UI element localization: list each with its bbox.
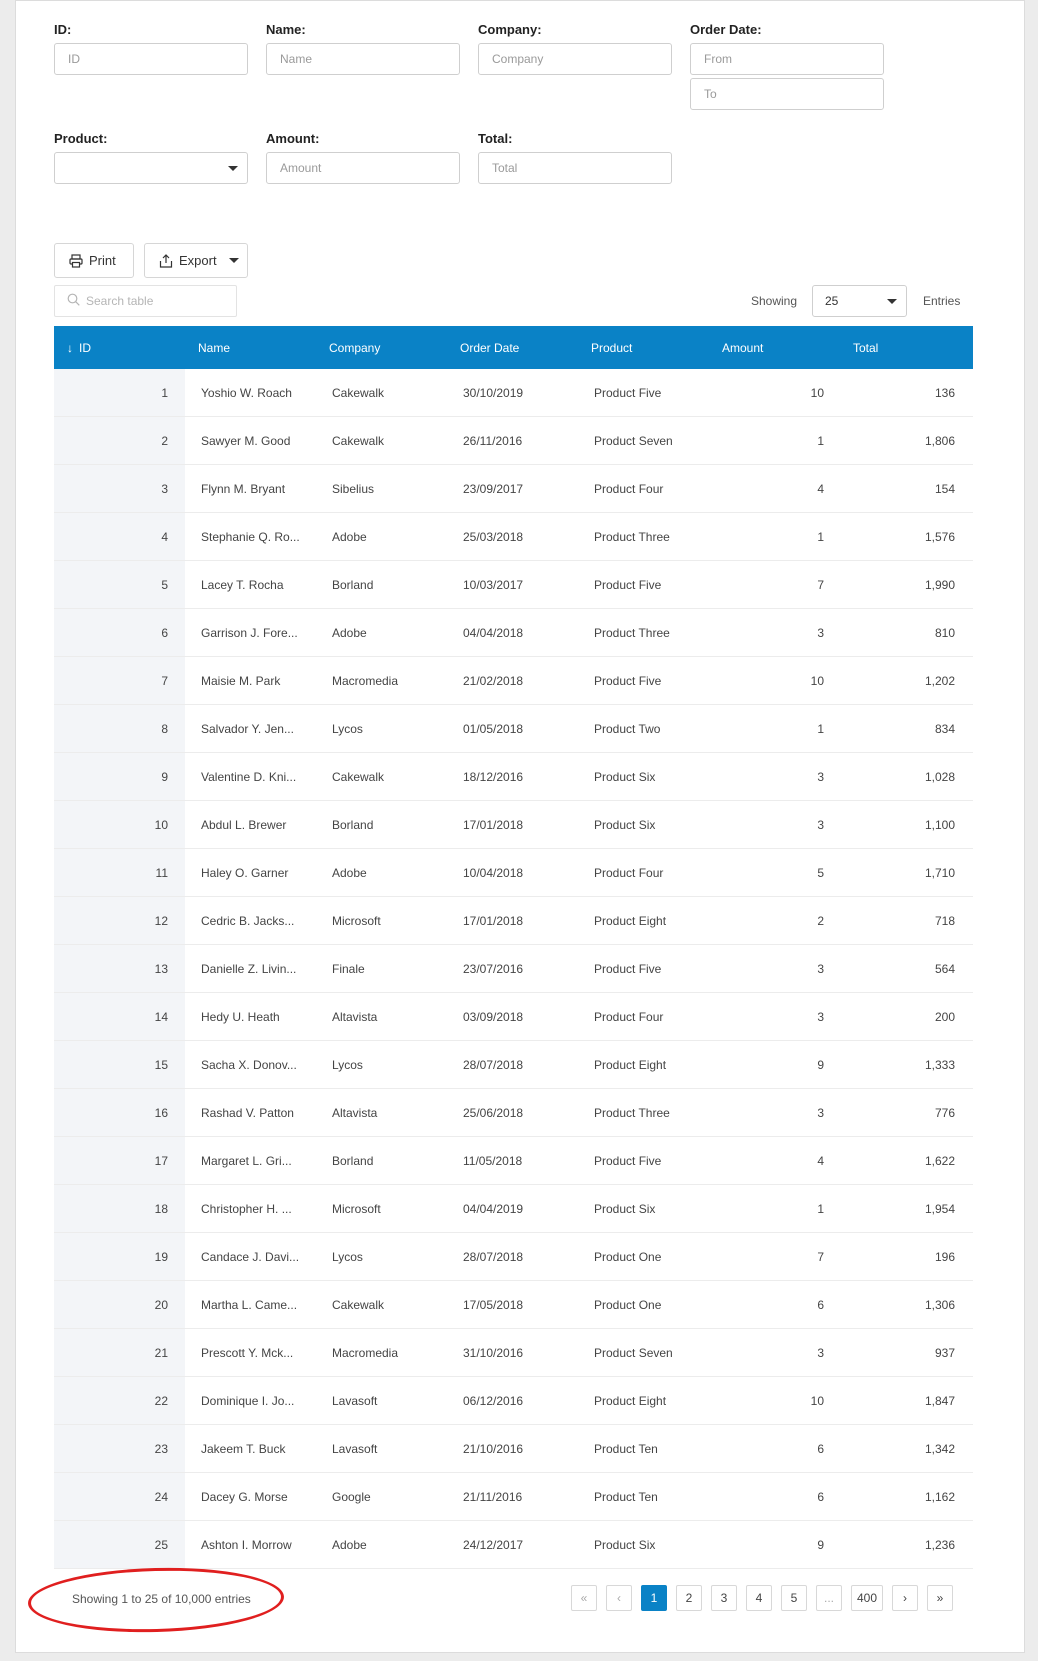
order-date-cell: 17/01/2018 bbox=[463, 817, 524, 832]
amount-cell: 3 bbox=[817, 961, 824, 976]
pagination bbox=[571, 1585, 953, 1611]
name-cell: Lacey T. Rocha bbox=[201, 577, 284, 592]
product-cell: Product Six bbox=[594, 1537, 656, 1552]
order-date-from-input[interactable]: From bbox=[690, 43, 884, 75]
name-cell: Margaret L. Gri... bbox=[201, 1153, 292, 1168]
id-cell: 15 bbox=[54, 1041, 185, 1088]
page-size-select[interactable]: 25 bbox=[812, 285, 907, 317]
column-header-label: ID bbox=[79, 340, 91, 355]
total-cell: 196 bbox=[934, 1249, 955, 1264]
amount-filter-label: Amount: bbox=[266, 131, 320, 146]
amount-cell: 3 bbox=[817, 817, 824, 832]
company-cell: Cakewalk bbox=[332, 1297, 385, 1312]
name-cell: Maisie M. Park bbox=[201, 673, 281, 688]
page-ellipsis: ... bbox=[816, 1585, 842, 1611]
table-row[interactable] bbox=[54, 1041, 973, 1089]
product-cell: Product Six bbox=[594, 769, 656, 784]
table-row[interactable] bbox=[54, 417, 973, 465]
product-cell: Product Three bbox=[594, 1105, 670, 1120]
order-date-cell: 25/06/2018 bbox=[463, 1105, 524, 1120]
product-cell: Product Eight bbox=[594, 1057, 667, 1072]
order-date-cell: 01/05/2018 bbox=[463, 721, 524, 736]
table-row[interactable] bbox=[54, 897, 973, 945]
total-filter-input[interactable]: Total bbox=[478, 152, 672, 184]
id-cell: 23 bbox=[54, 1425, 185, 1472]
company-filter-input[interactable]: Company bbox=[478, 43, 672, 75]
id-cell: 17 bbox=[54, 1137, 185, 1184]
amount-cell: 1 bbox=[817, 1201, 824, 1216]
name-cell: Garrison J. Fore... bbox=[201, 625, 298, 640]
export-button[interactable] bbox=[144, 243, 248, 278]
total-cell: 1,202 bbox=[924, 673, 955, 688]
company-cell: Cakewalk bbox=[332, 433, 385, 448]
company-cell: Macromedia bbox=[332, 1345, 399, 1360]
total-filter-label: Total: bbox=[478, 131, 513, 146]
order-date-cell: 21/02/2018 bbox=[463, 673, 524, 688]
table-row[interactable] bbox=[54, 1425, 973, 1473]
name-cell: Sawyer M. Good bbox=[201, 433, 291, 448]
table-row[interactable] bbox=[54, 1473, 973, 1521]
amount-cell: 3 bbox=[817, 625, 824, 640]
table-row[interactable] bbox=[54, 513, 973, 561]
name-cell: Dominique I. Jo... bbox=[201, 1393, 295, 1408]
total-cell: 564 bbox=[934, 961, 955, 976]
amount-cell: 7 bbox=[817, 1249, 824, 1264]
product-cell: Product Seven bbox=[594, 433, 673, 448]
name-cell: Yoshio W. Roach bbox=[201, 385, 292, 400]
name-cell: Haley O. Garner bbox=[201, 865, 289, 880]
order-date-cell: 06/12/2016 bbox=[463, 1393, 524, 1408]
search-icon bbox=[67, 293, 80, 309]
product-cell: Product Six bbox=[594, 817, 656, 832]
amount-cell: 5 bbox=[817, 865, 824, 880]
name-cell: Danielle Z. Livin... bbox=[201, 961, 297, 976]
amount-cell: 10 bbox=[810, 673, 824, 688]
table-row[interactable] bbox=[54, 561, 973, 609]
table-row[interactable] bbox=[54, 1089, 973, 1137]
total-cell: 1,990 bbox=[924, 577, 955, 592]
name-cell: Jakeem T. Buck bbox=[201, 1441, 286, 1456]
total-cell: 834 bbox=[934, 721, 955, 736]
company-cell: Finale bbox=[332, 961, 365, 976]
order-date-cell: 28/07/2018 bbox=[463, 1057, 524, 1072]
name-filter-label: Name: bbox=[266, 22, 306, 37]
table-row[interactable] bbox=[54, 1185, 973, 1233]
product-cell: Product Four bbox=[594, 481, 664, 496]
company-cell: Microsoft bbox=[332, 1201, 381, 1216]
table-row[interactable] bbox=[54, 369, 973, 417]
product-cell: Product Five bbox=[594, 1153, 662, 1168]
table-row[interactable] bbox=[54, 945, 973, 993]
product-cell: Product Two bbox=[594, 721, 661, 736]
product-filter-label: Product: bbox=[54, 131, 108, 146]
id-cell: 7 bbox=[54, 657, 185, 704]
id-cell: 24 bbox=[54, 1473, 185, 1520]
company-cell: Cakewalk bbox=[332, 769, 385, 784]
name-filter-input[interactable]: Name bbox=[266, 43, 460, 75]
table-row[interactable] bbox=[54, 1281, 973, 1329]
page-button-last-number[interactable]: 400 bbox=[851, 1585, 883, 1611]
amount-cell: 1 bbox=[817, 721, 824, 736]
page-button-4[interactable]: 4 bbox=[746, 1585, 772, 1611]
id-cell: 3 bbox=[54, 465, 185, 512]
page-button-1[interactable]: 1 bbox=[641, 1585, 667, 1611]
column-header-total[interactable]: Total bbox=[853, 340, 879, 355]
amount-cell: 9 bbox=[817, 1057, 824, 1072]
amount-cell: 6 bbox=[817, 1441, 824, 1456]
total-cell: 1,100 bbox=[924, 817, 955, 832]
total-cell: 718 bbox=[934, 913, 955, 928]
product-cell: Product Ten bbox=[594, 1441, 658, 1456]
order-date-cell: 21/11/2016 bbox=[463, 1489, 523, 1504]
id-cell: 18 bbox=[54, 1185, 185, 1232]
total-cell: 937 bbox=[934, 1345, 955, 1360]
id-cell: 2 bbox=[54, 417, 185, 464]
table-header bbox=[54, 326, 973, 369]
product-cell: Product Five bbox=[594, 577, 662, 592]
table-row[interactable] bbox=[54, 1233, 973, 1281]
prev-page-button[interactable]: ‹ bbox=[606, 1585, 632, 1611]
product-cell: Product Six bbox=[594, 1201, 656, 1216]
id-cell: 16 bbox=[54, 1089, 185, 1136]
product-cell: Product One bbox=[594, 1297, 662, 1312]
order-date-to-input[interactable]: To bbox=[690, 78, 884, 110]
total-cell: 200 bbox=[934, 1009, 955, 1024]
id-cell: 11 bbox=[54, 849, 185, 896]
id-cell: 21 bbox=[54, 1329, 185, 1376]
order-date-filter-label: Order Date: bbox=[690, 22, 762, 37]
product-cell: Product Three bbox=[594, 529, 670, 544]
amount-cell: 10 bbox=[810, 385, 824, 400]
id-cell: 25 bbox=[54, 1521, 185, 1568]
product-cell: Product Eight bbox=[594, 1393, 667, 1408]
column-header-product[interactable]: Product bbox=[591, 340, 633, 355]
table-row[interactable] bbox=[54, 1377, 973, 1425]
company-cell: Altavista bbox=[332, 1105, 378, 1120]
company-cell: Borland bbox=[332, 817, 374, 832]
id-cell: 14 bbox=[54, 993, 185, 1040]
order-date-cell: 17/01/2018 bbox=[463, 913, 524, 928]
order-date-cell: 30/10/2019 bbox=[463, 385, 524, 400]
company-cell: Borland bbox=[332, 1153, 374, 1168]
amount-cell: 3 bbox=[817, 769, 824, 784]
product-cell: Product Three bbox=[594, 625, 670, 640]
total-cell: 1,236 bbox=[924, 1537, 955, 1552]
name-cell: Martha L. Came... bbox=[201, 1297, 298, 1312]
column-header-company[interactable]: Company bbox=[329, 340, 381, 355]
id-cell: 5 bbox=[54, 561, 185, 608]
showing-label: Showing bbox=[751, 294, 798, 308]
product-cell: Product Eight bbox=[594, 913, 667, 928]
name-cell: Stephanie Q. Ro... bbox=[201, 529, 300, 544]
printer-icon bbox=[69, 254, 83, 268]
company-cell: Sibelius bbox=[332, 481, 375, 496]
name-cell: Christopher H. ... bbox=[201, 1201, 292, 1216]
total-cell: 1,333 bbox=[924, 1057, 955, 1072]
amount-cell: 7 bbox=[817, 577, 824, 592]
upload-icon bbox=[159, 254, 173, 268]
company-cell: Adobe bbox=[332, 1537, 367, 1552]
company-cell: Lycos bbox=[332, 1057, 363, 1072]
amount-cell: 6 bbox=[817, 1489, 824, 1504]
product-cell: Product Five bbox=[594, 385, 662, 400]
page-button-5[interactable]: 5 bbox=[781, 1585, 807, 1611]
search-placeholder: Search table bbox=[86, 294, 154, 308]
order-date-cell: 24/12/2017 bbox=[463, 1537, 524, 1552]
company-cell: Microsoft bbox=[332, 913, 381, 928]
company-filter-label: Company: bbox=[478, 22, 542, 37]
table-row[interactable] bbox=[54, 1521, 973, 1569]
name-cell: Abdul L. Brewer bbox=[201, 817, 287, 832]
amount-cell: 6 bbox=[817, 1297, 824, 1312]
total-cell: 1,847 bbox=[924, 1393, 955, 1408]
total-cell: 1,710 bbox=[924, 865, 955, 880]
name-cell: Candace J. Davi... bbox=[201, 1249, 300, 1264]
last-page-button[interactable]: » bbox=[927, 1585, 953, 1611]
id-cell: 8 bbox=[54, 705, 185, 752]
page-button-3[interactable]: 3 bbox=[711, 1585, 737, 1611]
page-button-2[interactable]: 2 bbox=[676, 1585, 702, 1611]
id-cell: 1 bbox=[54, 369, 185, 416]
print-button-label: Print bbox=[89, 253, 116, 268]
table-search-input[interactable] bbox=[54, 285, 237, 317]
column-header-name[interactable]: Name bbox=[198, 340, 231, 355]
id-cell: 13 bbox=[54, 945, 185, 992]
order-date-cell: 17/05/2018 bbox=[463, 1297, 524, 1312]
product-cell: Product Ten bbox=[594, 1489, 658, 1504]
amount-cell: 3 bbox=[817, 1009, 824, 1024]
name-cell: Hedy U. Heath bbox=[201, 1009, 280, 1024]
company-cell: Altavista bbox=[332, 1009, 378, 1024]
company-cell: Adobe bbox=[332, 625, 367, 640]
amount-cell: 1 bbox=[817, 433, 824, 448]
name-cell: Prescott Y. Mck... bbox=[201, 1345, 294, 1360]
company-cell: Lycos bbox=[332, 721, 363, 736]
entries-info: Showing 1 to 25 of 10,000 entries bbox=[72, 1592, 251, 1606]
total-cell: 1,954 bbox=[924, 1201, 955, 1216]
total-cell: 1,306 bbox=[924, 1297, 955, 1312]
id-cell: 6 bbox=[54, 609, 185, 656]
total-cell: 136 bbox=[934, 385, 955, 400]
company-cell: Borland bbox=[332, 577, 374, 592]
table-row[interactable] bbox=[54, 1137, 973, 1185]
amount-cell: 1 bbox=[817, 529, 824, 544]
table-row[interactable] bbox=[54, 753, 973, 801]
company-cell: Adobe bbox=[332, 529, 367, 544]
order-date-cell: 11/05/2018 bbox=[463, 1153, 523, 1168]
product-cell: Product Four bbox=[594, 1009, 664, 1024]
id-cell: 19 bbox=[54, 1233, 185, 1280]
id-filter-label: ID: bbox=[54, 22, 72, 37]
id-cell: 12 bbox=[54, 897, 185, 944]
product-cell: Product Seven bbox=[594, 1345, 673, 1360]
company-cell: Lavasoft bbox=[332, 1393, 378, 1408]
product-cell: Product Five bbox=[594, 673, 662, 688]
table-body bbox=[54, 369, 973, 1569]
total-cell: 1,576 bbox=[924, 529, 955, 544]
order-date-cell: 03/09/2018 bbox=[463, 1009, 524, 1024]
table-row[interactable] bbox=[54, 465, 973, 513]
table-row[interactable] bbox=[54, 1329, 973, 1377]
amount-cell: 2 bbox=[817, 913, 824, 928]
name-cell: Flynn M. Bryant bbox=[201, 481, 286, 496]
table-row[interactable] bbox=[54, 993, 973, 1041]
name-cell: Valentine D. Kni... bbox=[201, 769, 297, 784]
name-cell: Dacey G. Morse bbox=[201, 1489, 288, 1504]
order-date-cell: 31/10/2016 bbox=[463, 1345, 524, 1360]
amount-cell: 3 bbox=[817, 1345, 824, 1360]
order-date-cell: 28/07/2018 bbox=[463, 1249, 524, 1264]
amount-filter-input[interactable]: Amount bbox=[266, 152, 460, 184]
name-cell: Sacha X. Donov... bbox=[201, 1057, 297, 1072]
data-table bbox=[54, 326, 973, 1569]
sort-arrow-icon: ↓ bbox=[67, 340, 73, 355]
amount-cell: 9 bbox=[817, 1537, 824, 1552]
id-cell: 9 bbox=[54, 753, 185, 800]
order-date-cell: 23/07/2016 bbox=[463, 961, 524, 976]
amount-cell: 10 bbox=[810, 1393, 824, 1408]
total-cell: 1,162 bbox=[924, 1489, 955, 1504]
total-cell: 1,622 bbox=[924, 1153, 955, 1168]
name-cell: Cedric B. Jacks... bbox=[201, 913, 295, 928]
order-date-cell: 04/04/2019 bbox=[463, 1201, 524, 1216]
table-row[interactable] bbox=[54, 657, 973, 705]
order-date-cell: 26/11/2016 bbox=[463, 433, 523, 448]
total-cell: 154 bbox=[934, 481, 955, 496]
product-filter-select[interactable] bbox=[54, 152, 248, 184]
name-cell: Ashton I. Morrow bbox=[201, 1537, 292, 1552]
product-cell: Product Four bbox=[594, 865, 664, 880]
company-cell: Google bbox=[332, 1489, 371, 1504]
order-date-cell: 21/10/2016 bbox=[463, 1441, 524, 1456]
company-cell: Adobe bbox=[332, 865, 367, 880]
amount-cell: 4 bbox=[817, 481, 824, 496]
id-filter-input[interactable]: ID bbox=[54, 43, 248, 75]
total-cell: 1,342 bbox=[924, 1441, 955, 1456]
table-row[interactable] bbox=[54, 609, 973, 657]
name-cell: Rashad V. Patton bbox=[201, 1105, 294, 1120]
total-cell: 1,028 bbox=[924, 769, 955, 784]
table-row[interactable] bbox=[54, 801, 973, 849]
amount-cell: 4 bbox=[817, 1153, 824, 1168]
table-row[interactable] bbox=[54, 849, 973, 897]
company-cell: Lavasoft bbox=[332, 1441, 378, 1456]
chevron-down-icon bbox=[229, 258, 239, 263]
print-button[interactable] bbox=[54, 243, 134, 278]
first-page-button[interactable]: « bbox=[571, 1585, 597, 1611]
column-header-order-date[interactable]: Order Date bbox=[460, 340, 520, 355]
order-date-cell: 23/09/2017 bbox=[463, 481, 524, 496]
order-date-cell: 04/04/2018 bbox=[463, 625, 524, 640]
company-cell: Macromedia bbox=[332, 673, 399, 688]
product-cell: Product Five bbox=[594, 961, 662, 976]
product-cell: Product One bbox=[594, 1249, 662, 1264]
column-header-id[interactable] bbox=[54, 341, 185, 355]
company-cell: Cakewalk bbox=[332, 385, 385, 400]
amount-cell: 3 bbox=[817, 1105, 824, 1120]
entries-label: Entries bbox=[923, 294, 961, 308]
id-cell: 20 bbox=[54, 1281, 185, 1328]
id-cell: 4 bbox=[54, 513, 185, 560]
order-date-cell: 10/04/2018 bbox=[463, 865, 524, 880]
id-cell: 10 bbox=[54, 801, 185, 848]
total-cell: 776 bbox=[934, 1105, 955, 1120]
total-cell: 810 bbox=[934, 625, 955, 640]
id-cell: 22 bbox=[54, 1377, 185, 1424]
table-row[interactable] bbox=[54, 705, 973, 753]
next-page-button[interactable]: › bbox=[892, 1585, 918, 1611]
total-cell: 1,806 bbox=[924, 433, 955, 448]
order-date-cell: 18/12/2016 bbox=[463, 769, 524, 784]
company-cell: Lycos bbox=[332, 1249, 363, 1264]
name-cell: Salvador Y. Jen... bbox=[201, 721, 294, 736]
order-date-cell: 25/03/2018 bbox=[463, 529, 524, 544]
order-date-cell: 10/03/2017 bbox=[463, 577, 524, 592]
column-header-amount[interactable]: Amount bbox=[722, 340, 764, 355]
export-button-label: Export bbox=[179, 253, 217, 268]
